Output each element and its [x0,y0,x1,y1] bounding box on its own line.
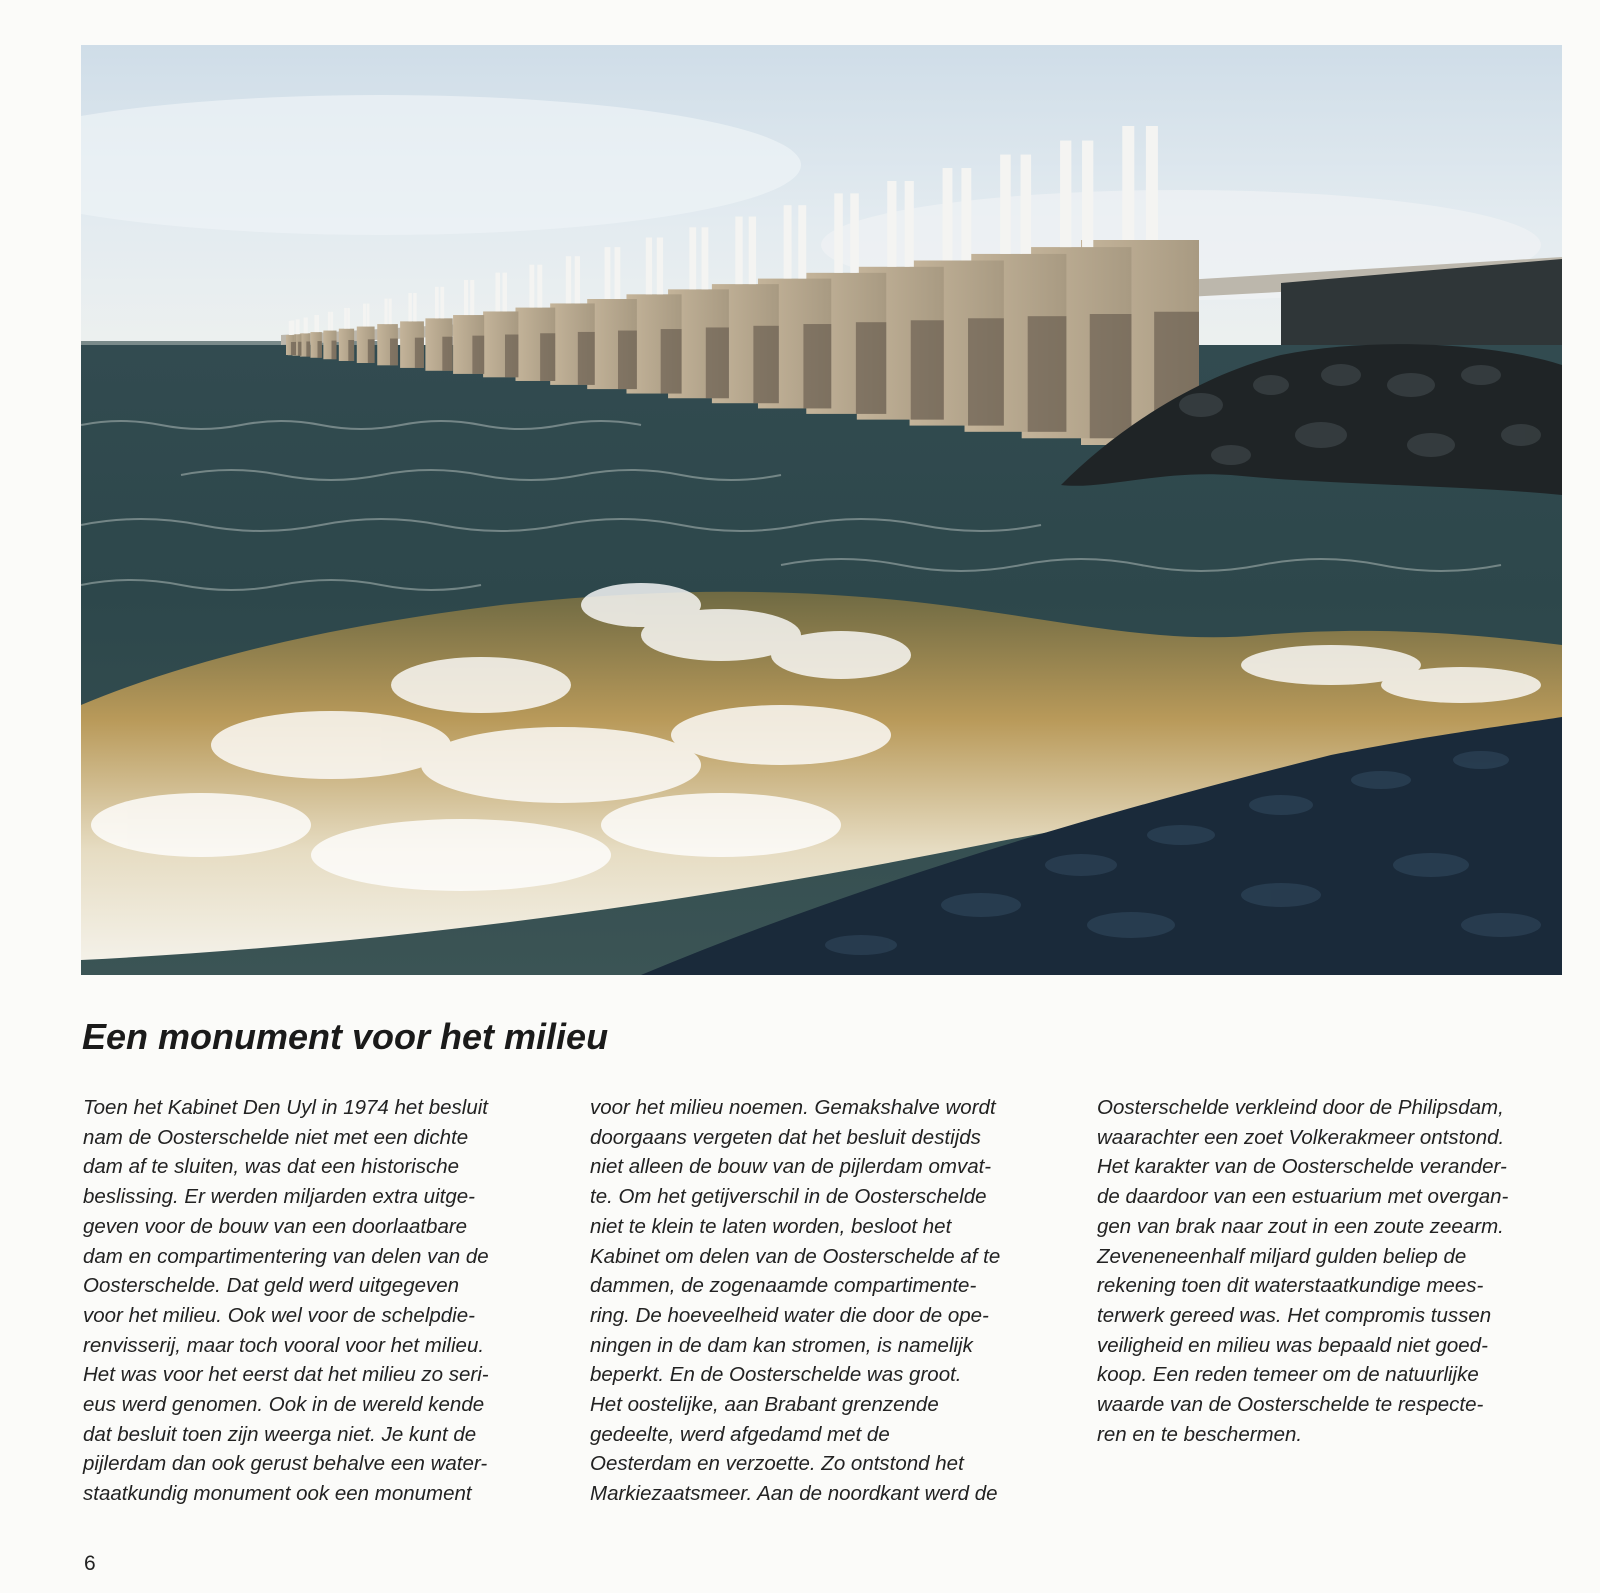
pier-tower [304,318,306,334]
text-line: Oosterschelde verkleind door de Philipsdam, [1097,1096,1504,1119]
text-line: de daardoor van een estuarium met overgan- [1097,1185,1509,1209]
barrier-gate [578,332,595,385]
barrier-gate [332,341,337,360]
pier-tower [408,293,411,321]
pier-tower [1060,141,1071,248]
text-line: ningen in de dam kan stromen, is namelijk [590,1333,973,1357]
pier-tower [850,193,859,272]
pier-tower [384,299,387,324]
text-line: beperkt. En de Oosterschelde was groot. [590,1363,962,1387]
text-line: Toen het Kabinet Den Uyl in 1974 het besluit [83,1096,488,1119]
barrier-gate [348,340,354,361]
text-line: waarde van de Oosterschelde te respecte- [1097,1393,1484,1417]
barrier-gate [661,329,682,394]
pier-tower [961,168,971,260]
pier-tower [943,168,953,260]
pier-tower [605,247,611,299]
text-line: voor het milieu. Ook wel voor de schelpdie- [83,1303,475,1327]
text-line: ren en te beschermen. [1097,1422,1303,1446]
pier-tower [566,256,571,303]
pier-tower [470,280,474,315]
text-line: beslissing. Er werden miljarden extra uitge- [83,1185,475,1209]
pier-tower [314,315,316,332]
barrier-gate [442,337,452,371]
text-line: koop. Een reden temeer om de natuurlijke [1097,1363,1479,1387]
pier-tower [646,237,652,294]
pier-tower [306,318,308,334]
pier-tower [537,265,542,308]
text-line: Oesterdam en verzoette. Zo ontstond het [590,1452,964,1476]
pier-tower [435,287,439,319]
pier-tower [495,273,499,312]
text-line: veiligheid en milieu was bepaald niet goed- [1097,1333,1488,1357]
text-line: Het was voor het eerst dat het milieu zo seri- [83,1363,489,1387]
text-line: Zeveneneenhalf miljard gulden beliep de [1097,1244,1467,1268]
article-column-2 [590,1093,1062,1509]
text-line: voor het milieu noemen. Gemakshalve wordt [590,1096,996,1119]
article-column-3 [1097,1093,1569,1449]
pier-tower [290,321,292,335]
barrier-gate [298,342,301,356]
barrier-gate [368,339,375,363]
barrier-gate [318,341,322,358]
text-line: te. Om het getijverschil in de Oosterschelde [590,1185,987,1209]
pier-tower [413,293,416,321]
barrier-gate [540,333,555,381]
pier-tower [317,315,319,332]
barrier-gate [618,331,637,390]
pier-tower [440,287,444,319]
text-line: Het oostelijke, aan Brabant grenzende [590,1393,939,1417]
pier-tower [657,237,663,294]
barrier-gate [803,324,831,408]
pier-tower [575,256,580,303]
article-title: Een monument voor het milieu [82,1016,609,1057]
pier-tower [1082,141,1093,248]
text-line: Kabinet om delen van de Oosterschelde af te [590,1244,1001,1268]
text-line: geven voor de bouw van een doorlaatbare [83,1214,468,1238]
text-line: terwerk gereed was. Het compromis tussen [1097,1303,1492,1327]
text-line: dam en compartimentering van delen van de [83,1244,489,1268]
pier-tower [389,299,392,324]
pier-tower [367,304,370,327]
pier-tower [798,205,806,278]
barrier-gate [306,341,310,356]
barrier-gate [1090,314,1132,438]
text-line: doorgaans vergeten dat het besluit destijds [590,1125,981,1149]
pier-tower [292,321,294,335]
text-line: niet alleen de bouw van de pijlerdam omvat- [590,1155,992,1179]
pier-tower [887,181,896,267]
pier-tower [363,304,366,327]
text-line: eus werd genomen. Ook in de wereld kende [83,1393,485,1417]
pier-tower [296,319,298,334]
pier-tower [344,308,347,329]
pier-tower [905,181,914,267]
pier-tower [328,312,330,331]
barrier-gate [968,318,1004,425]
text-line: dat besluit toen zijn weerga niet. Je kunt de [83,1422,477,1446]
text-line: renvisserij, maar toch vooral voor het milieu. [83,1333,485,1357]
barrier-gate [706,327,729,398]
page-number: 6 [84,1552,96,1575]
pier-tower [615,247,621,299]
text-line: niet te klein te laten worden, besloot het [590,1214,952,1238]
pier-tower [464,280,468,315]
pier-tower [689,227,696,289]
text-line: waarachter een zoet Volkerakmeer ontstond. [1097,1125,1505,1149]
barrier-gate [753,326,778,403]
text-line: nam de Oosterschelde niet met een dichte [83,1125,469,1149]
text-line: Oosterschelde. Dat geld werd uitgegeven [83,1274,460,1298]
barrier-gate [472,336,484,374]
pier-tower [347,308,350,329]
pier-tower [529,265,534,308]
pier-tower [1000,155,1011,254]
barrier-gate [1028,316,1067,432]
barrier-gate [415,338,424,368]
article-column-1 [83,1093,555,1509]
text-line: rekening toen dit waterstaatkundige mees- [1097,1274,1484,1298]
pier-tower [1122,126,1134,240]
pier-tower [702,227,709,289]
pier-tower [749,217,756,285]
text-line: ring. De hoeveelheid water die door de ope- [590,1303,989,1327]
pier-tower [735,217,742,285]
barrier-gate [856,322,886,414]
pier-tower [1146,126,1158,240]
pier-tower [297,319,299,334]
barrier-gate [911,320,944,419]
pier-tower [784,205,792,278]
barrier-gate [390,339,398,366]
pier-tower [834,193,843,272]
text-line: staatkundig monument ook een monument [83,1482,472,1506]
barrier-gate [291,342,294,355]
pier-tower [503,273,507,312]
pier-tower [1021,155,1032,254]
text-line: dam af te sluiten, was dat een historische [83,1155,460,1179]
pier-tower [331,312,333,331]
barrier-gate [505,334,518,377]
text-line: Het karakter van de Oosterschelde verander- [1097,1155,1507,1179]
text-line: gen van brak naar zout in een zoute zeearm. [1097,1214,1504,1238]
photo-storm-surge-barrier [81,45,1562,975]
text-line: pijlerdam dan ook gerust behalve een water- [83,1452,488,1476]
text-line: gedeelte, werd afgedamd met de [590,1422,890,1446]
text-line: Markiezaatsmeer. Aan de noordkant werd de [590,1482,998,1506]
text-line: dammen, de zogenaamde compartimente- [590,1274,977,1298]
